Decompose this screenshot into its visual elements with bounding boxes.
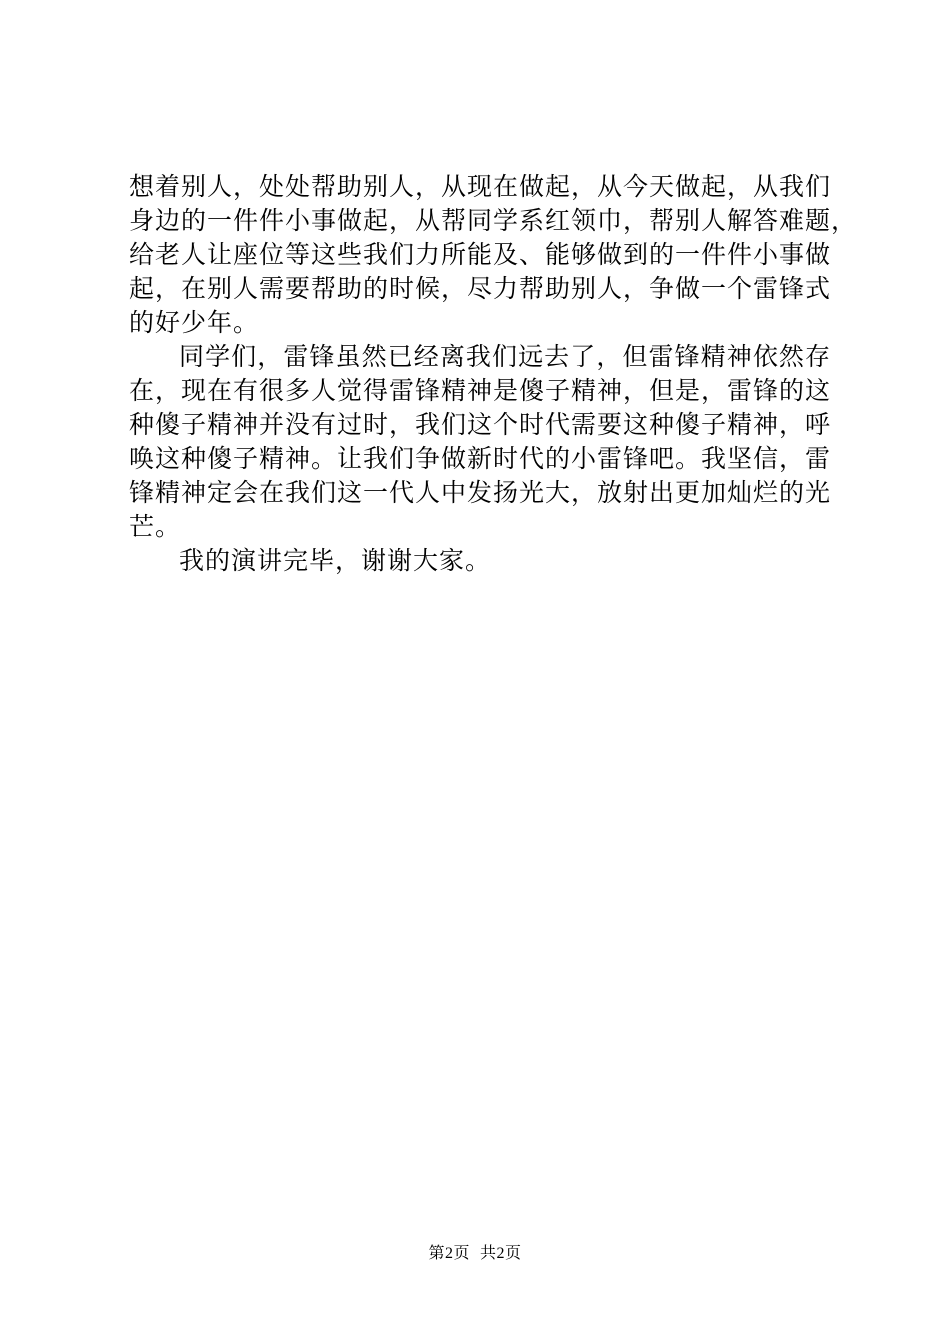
paragraph-line: 种傻子精神并没有过时，我们这个时代需要这种傻子精神，呼 [129, 410, 832, 439]
paragraph-line: 身边的一件件小事做起，从帮同学系红领巾，帮别人解答难题， [129, 206, 858, 235]
paragraph-line: 的好少年。 [129, 308, 260, 337]
paragraph-line: 芒。 [129, 512, 182, 541]
paragraph-line: 给老人让座位等这些我们力所能及、能够做到的一件件小事做 [129, 240, 832, 269]
paragraph-line: 在，现在有很多人觉得雷锋精神是傻子精神，但是，雷锋的这 [129, 376, 832, 405]
page-number-total: 共2页 [480, 1245, 522, 1262]
paragraph-line: 同学们，雷锋虽然已经离我们远去了，但雷锋精神依然存 [179, 342, 831, 371]
page-number-current: 第2页 [428, 1245, 470, 1262]
paragraph-line: 唤这种傻子精神。让我们争做新时代的小雷锋吧。我坚信，雷 [129, 444, 832, 473]
page-footer [0, 1243, 950, 1265]
document-body [129, 170, 858, 578]
paragraph-line: 想着别人，处处帮助别人，从现在做起，从今天做起，从我们 [129, 172, 832, 201]
paragraph-line: 起，在别人需要帮助的时候，尽力帮助别人，争做一个雷锋式 [129, 274, 832, 303]
paragraph-line: 我的演讲完毕，谢谢大家。 [179, 546, 492, 575]
paragraph-line: 锋精神定会在我们这一代人中发扬光大，放射出更加灿烂的光 [129, 478, 832, 507]
